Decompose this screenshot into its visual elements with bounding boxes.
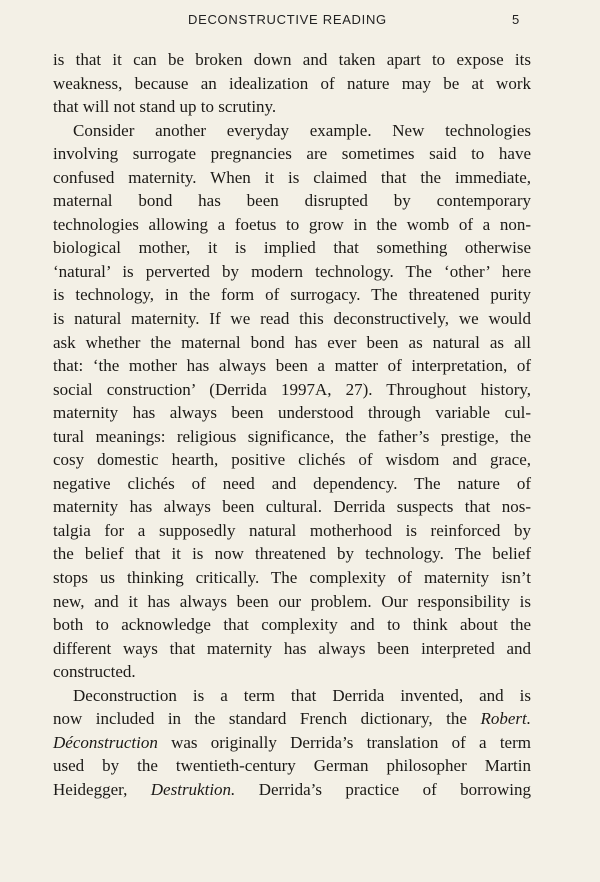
- text-line: cosy domestic hearth, positive clichés of wisdom and grace,: [53, 450, 531, 470]
- page-number: 5: [512, 12, 520, 27]
- text-line: both to acknowledge that complexity and to think about the: [53, 615, 531, 635]
- text-run: Heidegger,: [53, 779, 151, 799]
- text-line: Deconstruction is a term that Derrida invented, and is: [73, 685, 531, 705]
- text-line: ask whether the maternal bond has ever been as natural as all: [53, 332, 531, 352]
- text-line: new, and it has always been our problem. Our responsibility is: [53, 591, 531, 611]
- text-line: constructed.: [53, 662, 136, 682]
- text-line: used by the twentieth-century German philosopher Martin: [53, 756, 531, 776]
- text-line: [53, 731, 531, 755]
- text-line: different ways that maternity has always been interpreted and: [53, 638, 531, 658]
- term-destruktion: Destruktion.: [150, 779, 236, 799]
- text-line: technologies allowing a foetus to grow in the womb of a non-: [53, 214, 531, 234]
- term-deconstruction: Déconstruction: [53, 732, 158, 752]
- text-line: maternal bond has been disrupted by contemporary: [53, 191, 531, 211]
- text-line: maternity has always been cultural. Derrida suspects that nos-: [53, 497, 531, 517]
- text-line: confused maternity. When it is claimed that the immediate,: [53, 167, 531, 187]
- text-line: involving surrogate pregnancies are sometimes said to have: [53, 144, 531, 164]
- running-head: DECONSTRUCTIVE READING: [188, 12, 387, 27]
- text-line: that: ‘the mother has always been a matter of interpretation, of: [53, 356, 531, 376]
- text-line: [53, 778, 531, 802]
- text-line: that will not stand up to scrutiny.: [53, 97, 277, 117]
- text-run: was originally Derrida’s translation of a term: [157, 732, 531, 752]
- text-line: weakness, because an idealization of nature may be at work: [53, 73, 531, 93]
- text-line: [53, 707, 531, 731]
- text-line: ‘natural’ is perverted by modern technology. The ‘other’ here: [53, 261, 531, 281]
- text-run: now included in the standard French dictionary, the: [53, 709, 481, 729]
- text-line: stops us thinking critically. The complexity of maternity isn’t: [53, 568, 531, 588]
- text-line: talgia for a supposedly natural motherhood is reinforced by: [53, 520, 531, 540]
- text-line: biological mother, it is implied that something otherwise: [53, 238, 531, 258]
- text-line: is that it can be broken down and taken apart to expose its: [53, 50, 531, 69]
- text-line: maternity has always been understood through variable cul-: [53, 403, 531, 423]
- text-line: is natural maternity. If we read this deconstructively, we would: [53, 309, 531, 329]
- text-line: social construction’ (Derrida 1997A, 27). Throughout history,: [53, 379, 531, 399]
- body-text: [53, 48, 531, 802]
- text-line: Consider another everyday example. New technologies: [73, 120, 531, 140]
- text-line: the belief that it is now threatened by technology. The belief: [53, 544, 531, 564]
- text-line: is technology, in the form of surrogacy. The threatened purity: [53, 285, 531, 305]
- text-line: negative clichés of need and dependency. The nature of: [53, 473, 531, 493]
- text-run: Derrida’s practice of borrowing: [235, 779, 531, 799]
- title-robert: Robert.: [480, 709, 531, 729]
- text-line: tural meanings: religious significance, the father’s prestige, the: [53, 426, 531, 446]
